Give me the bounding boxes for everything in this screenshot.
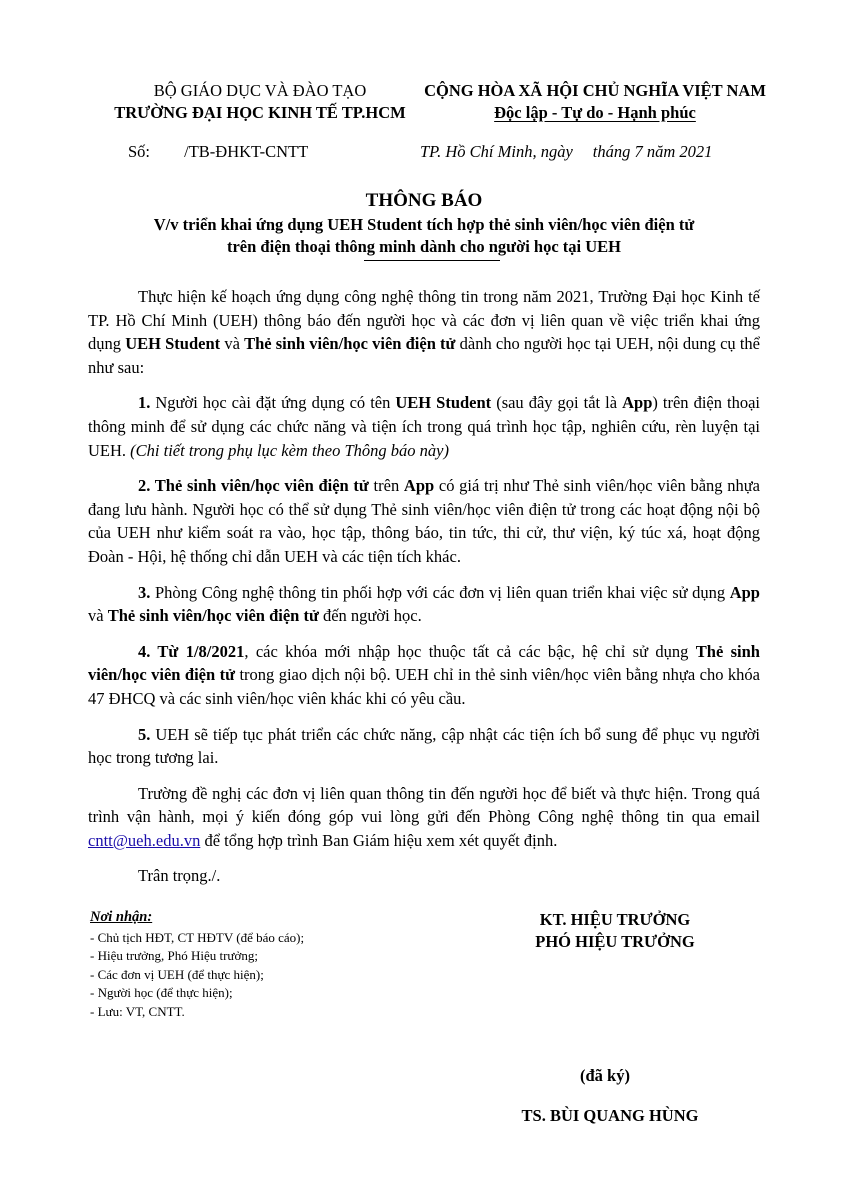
signature-title-1: KT. HIỆU TRƯỞNG (539, 910, 691, 929)
intro-bold-card: Thẻ sinh viên/học viên điện tử (244, 334, 456, 354)
document-number-label: Số: (128, 142, 151, 161)
item-bold: Thẻ sinh viên/học viên điện tử (150, 476, 369, 496)
item-text: có giá trị như Thẻ sinh viên/học viên bằng nhựa đang lưu hành. Người học có thể sử dụng Thẻ sinh viên/học viên điện tử trong các hoạt động nội bộ của UEH như kiểm soát ra vào, học tập, thông báo, tin tức, thi cử, thư viện, ký túc xá, hoạt động Đoàn - Hội, hệ thống chỉ dẫn UEH và các tiện tích khác. (88, 476, 760, 566)
item-bold: UEH Student (395, 393, 492, 413)
item-number: 4. Từ 1/8/2021 (138, 641, 245, 661)
item-text: , các khóa mới nhập học thuộc tất cả các bậc, hệ chỉ sử dụng (244, 641, 696, 661)
recipient-item: - Lưu: VT, CNTT. (90, 1003, 185, 1019)
item-text: (sau đây gọi tắt là (491, 393, 623, 413)
document-number-value: /TB-ĐHKT-CNTT (184, 142, 309, 161)
item-number: 1. (138, 393, 151, 413)
subject-line-2: trên điện thoại thông minh dành cho người học tại UEH (226, 237, 622, 256)
item-bold: App (729, 582, 760, 602)
item-text: Người học cài đặt ứng dụng có tên (150, 393, 396, 413)
intro-text: Thực hiện kế hoạch ứng dụng công nghệ thông tin trong năm 2021, Trường Đại học Kinh tế TP. Hồ Chí Minh (UEH) thông báo đến người học và các đơn vị liên quan về việc triển khai ứng dụng (88, 287, 760, 354)
item-4-paragraph (88, 640, 760, 711)
recipients-block (90, 908, 470, 1021)
recipient-item: - Hiệu trưởng, Phó Hiệu trưởng; (90, 948, 258, 963)
item-3-paragraph (88, 581, 760, 628)
national-motto: Độc lập - Tự do - Hạnh phúc (494, 103, 696, 122)
item-bold: Thẻ sinh viên/học viên điện tử (107, 606, 319, 626)
date-prefix: TP. Hồ Chí Minh, ngày (420, 142, 573, 161)
national-title: CỘNG HÒA XÃ HỘI CHỦ NGHĨA VIỆT NAM (424, 81, 766, 100)
intro-text: và (220, 334, 245, 354)
item-text: trên (368, 476, 404, 496)
subject-line-1: V/v triển khai ứng dụng UEH Student tích hợp thẻ sinh viên/học viên điện tử (153, 215, 695, 234)
recipient-item: - Các đơn vị UEH (để thực hiện); (90, 966, 264, 982)
intro-paragraph (88, 285, 760, 379)
document-number (128, 142, 308, 162)
recipient-item: - Chủ tịch HĐT, CT HĐTV (để báo cáo); (90, 929, 305, 945)
item-number: 2. (138, 476, 151, 496)
header-left (80, 80, 440, 124)
item-italic-note: (Chi tiết trong phụ lục kèm theo Thông báo này) (130, 440, 449, 460)
item-bold: App (622, 393, 653, 413)
closing-text: Trường đề nghị các đơn vị liên quan thông tin đến người học để biết và thực hiện. Trong quá trình vận hành, mọi ý kiến đóng góp vui lòng gửi đến Phòng Công nghệ thông tin qua email (88, 783, 760, 827)
closing-paragraph (88, 782, 760, 853)
regards: Trân trọng./. (138, 866, 221, 886)
document-title: THÔNG BÁO (365, 190, 483, 211)
recipient-item: - Người học (để thực hiện); (90, 985, 233, 1000)
item-text: UEH sẽ tiếp tục phát triển các chức năng, cập nhật các tiện ích bổ sung để phục vụ người học trong tương lai. (88, 724, 760, 768)
item-number: 3. (138, 582, 151, 602)
item-bold: App (403, 476, 435, 496)
intro-text: dành cho người học tại UEH, nội dung cụ thể như sau: (88, 334, 760, 377)
item-text: và (88, 606, 108, 626)
signer-name: TS. BÙI QUANG HÙNG (521, 1106, 699, 1125)
intro-bold-app-name: UEH Student (125, 334, 221, 354)
item-text: ) trên điện thoại thông minh để sử dụng các chức năng và tiện ích trong quá trình học tập, nghiên cứu, rèn luyện tại UEH. (88, 393, 761, 460)
document-subject (90, 214, 758, 258)
ministry-name: BỘ GIÁO DỤC VÀ ĐÀO TẠO (153, 81, 367, 100)
signature-title-2: PHÓ HIỆU TRƯỞNG (535, 932, 695, 951)
title-underline (364, 260, 500, 261)
signed-note: (đã ký) (580, 1066, 630, 1085)
item-bold: Thẻ sinh viên/học viên điện tử (88, 641, 760, 685)
item-2-paragraph (88, 474, 760, 568)
item-1-paragraph (88, 391, 760, 462)
document-body (88, 285, 760, 900)
item-5-paragraph (88, 723, 760, 770)
item-text: trong giao dịch nội bộ. UEH chỉ in thẻ sinh viên/học viên bằng nhựa cho khóa 47 ĐHCQ và các sinh viên/học viên khác khi có yêu cầu. (88, 665, 760, 708)
email-link[interactable]: cntt@ueh.edu.vn (88, 830, 201, 850)
item-text: Phòng Công nghệ thông tin phối hợp với các đơn vị liên quan triển khai việc sử dụng (150, 582, 730, 602)
university-name: TRƯỜNG ĐẠI HỌC KINH TẾ TP.HCM (114, 103, 406, 122)
recipients-heading: Nơi nhận: (90, 909, 153, 925)
item-text: đến người học. (318, 606, 422, 626)
item-number: 5. (138, 724, 151, 744)
closing-text: để tổng hợp trình Ban Giám hiệu xem xét quyết định. (200, 830, 558, 850)
header-right (390, 80, 800, 124)
date-suffix: tháng 7 năm 2021 (592, 142, 713, 161)
document-date (420, 142, 712, 162)
